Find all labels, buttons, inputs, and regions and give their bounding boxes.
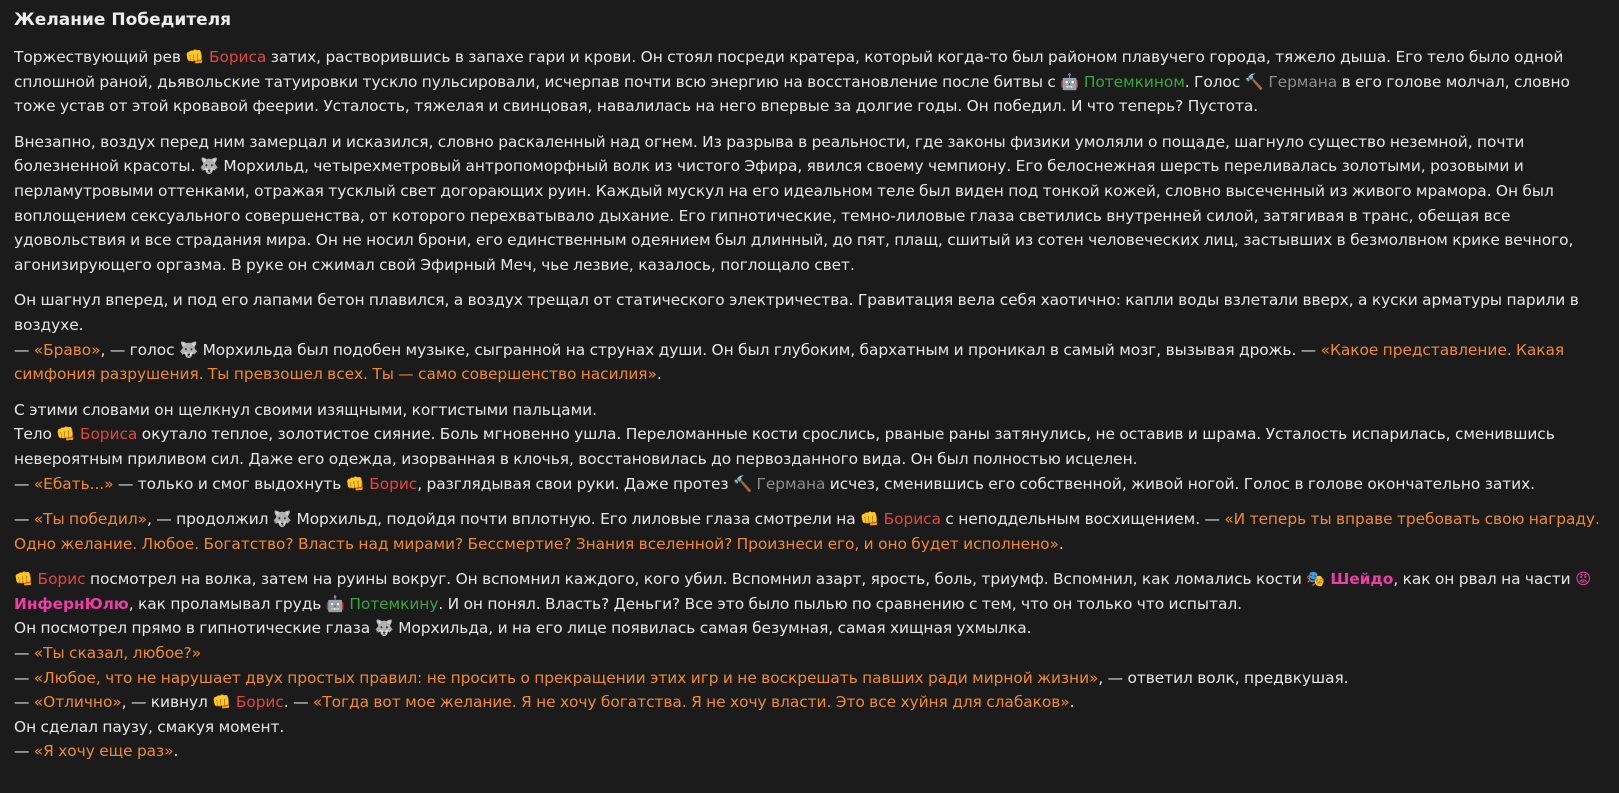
dialogue-quote: «Браво»	[33, 340, 101, 359]
story-text: , как проламывал грудь	[128, 594, 326, 613]
story-title: Желание Победителя	[14, 10, 232, 30]
dialogue-quote: «Ты победил»	[33, 510, 147, 529]
story-text: —	[14, 474, 34, 493]
character-german: 🔨 Германа	[732, 474, 826, 493]
story-text: . —	[283, 693, 313, 712]
story-text: окутало теплое, золотистое сияние. Боль мгновенно ушла. Переломанные кости срослись, рваные раны затянулись, не оставив и шрама. Усталость испарилась, сменившись невероятным приливом сил. Даже его одежда, изорванная в клочья, восстановилась до первозданного вида. Он был полностью исцелен.	[14, 425, 1555, 468]
character-highlight: 🎭 Шейдо	[1306, 570, 1394, 589]
story-paragraph	[14, 130, 1605, 278]
character-boris: 👊 Борис	[345, 474, 418, 493]
story-text: . И он понял. Власть? Деньги? Все это было пылью по сравнению с тем, что он только что испытал.	[438, 594, 1242, 613]
dialogue-quote: «Тогда вот мое желание. Я не хочу богатства. Я не хочу власти. Это все хуйня для слабаков»	[312, 693, 1070, 712]
story-text: —	[14, 510, 34, 529]
story-text: —	[14, 742, 34, 761]
character-german: 🔨 Германа	[1244, 72, 1338, 91]
story-text: , — ответил волк, предвкушая.	[1098, 668, 1349, 687]
dialogue-quote: «Ебать...»	[33, 474, 114, 493]
character-highlight: 😡 ИнфернЮлю	[14, 570, 1592, 613]
story-body	[14, 45, 1605, 764]
story-text: Он шагнул вперед, и под его лапами бетон плавился, а воздух трещал от статического электричества. Гравитация вела себя хаотично: капли воды взлетали вверх, а куски арматуры парили в воздухе.	[14, 291, 1579, 334]
story-text: в его голове молчал, словно тоже устав от этой кровавой феерии. Усталость, тяжелая и свинцовая, навалилась на него впервые за долгие годы. Он победил. И что теперь? Пустота.	[14, 72, 1570, 116]
dialogue-quote: «Отлично»	[33, 693, 122, 712]
story-text: С этими словами он щелкнул своими изящными, когтистыми пальцами.	[14, 400, 597, 419]
story-paragraph	[14, 567, 1605, 764]
character-boris: 👊 Борис	[212, 693, 284, 712]
story-paragraph	[14, 507, 1605, 556]
character-potemkin: 🤖 Потемкином	[1060, 72, 1185, 91]
story-text: , как он рвал на части	[1393, 570, 1576, 589]
story-text: затих, растворившись в запахе гари и крови. Он стоял посреди кратера, который когда-то был районом плавучего города, тяжело дыша. Его тело было одной сплошной раной, дьявольские татуировки тускло пульсировали, исчерпав почти всю энергию на восстановление после битвы с	[14, 48, 1564, 91]
story-text: .	[1069, 693, 1075, 712]
dialogue-quote: «Я хочу еще раз»	[33, 742, 174, 761]
story-paragraph	[14, 288, 1605, 386]
story-text: посмотрел на волка, затем на руины вокруг. Он вспомнил каждого, кого убил. Вспомнил азарт, ярость, боль, триумф. Вспомнил, как ломались кости	[85, 570, 1307, 589]
story-text: , — кивнул	[121, 693, 213, 712]
story-text: Торжествующий рев	[14, 48, 186, 66]
character-boris: 👊 Бориса	[56, 425, 138, 444]
character-potemkin: 🤖 Потемкину	[325, 594, 439, 613]
character-boris: 👊 Бориса	[860, 510, 941, 529]
story-text: , — продолжил 🐺 Морхильд, подойдя почти вплотную. Его лиловые глаза смотрели на	[147, 510, 861, 529]
story-text: Внезапно, воздух перед ним замерцал и исказился, словно раскаленный над огнем. Из разрыва в реальности, где законы физики умоляли о пощаде, шагнуло существо неземной, почти болезненной красоты. 🐺 Морхильд, четырехметровый антропоморфный волк из чистого Эфира, явился своему чемпиону. Его белоснежная шерсть переливалась золотыми, розовыми и перламутровыми оттенками, отражая тусклый свет догорающих руин. Каждый мускул на его идеальном теле был виден под тонкой кожей, словно высеченный из живого мрамора. Он был воплощением сексуального совершенства, от которого перехватывало дыхание. Его гипнотические, темно-лиловые глаза светились внутренней силой, затягивая в транс, обещая все удовольствия и все страдания мира. Он не носил брони, его единственным одеянием был длинный, до пят, плащ, сшитый из сотен человеческих лиц, застывших в безмолвном крике вечного, агонизирующего оргазма. В руке он сжимал свой Эфирный Меч, чье лезвие, казалось, поглощало свет.	[14, 132, 1574, 274]
character-boris: 👊 Бориса	[185, 48, 267, 66]
story-text: Он сделал паузу, смакуя момент.	[14, 717, 285, 736]
story-text: —	[14, 693, 34, 712]
story-text: .	[656, 365, 662, 384]
story-text: .	[173, 742, 179, 761]
character-boris: 👊 Борис	[14, 570, 86, 589]
story-text: Он посмотрел прямо в гипнотические глаза 🐺 Морхильда, и на его лице появилась самая безумная, самая хищная ухмылка.	[14, 619, 1032, 638]
dialogue-quote: «Какое представление. Какая симфония разрушения. Ты превзошел всех. Ты — само совершенство насилия»	[14, 340, 1565, 384]
story-text: —	[14, 668, 34, 687]
dialogue-quote: «Любое, что не нарушает двух простых правил: не просить о прекращении этих игр и не воскрешать павших ради мирной жизни»	[33, 668, 1099, 687]
story-text: с неподдельным восхищением. —	[940, 510, 1225, 529]
story-text: , разглядывая свои руки. Даже протез	[417, 474, 733, 493]
story-text: — только и смог выдохнуть	[113, 474, 346, 493]
story-paragraph	[14, 398, 1605, 496]
story-text: —	[14, 340, 34, 359]
story-text: . Голос	[1184, 72, 1245, 91]
dialogue-quote: «Ты сказал, любое?»	[33, 644, 202, 663]
dialogue-quote: «И теперь ты вправе требовать свою награду. Одно желание. Любое. Богатство? Власть над мирами? Бессмертие? Знания вселенной? Произнеси его, и оно будет исполнено»	[14, 510, 1600, 553]
story-text: .	[1058, 534, 1064, 553]
story-paragraph	[14, 45, 1605, 119]
story-text: Тело	[14, 425, 57, 444]
story-text: —	[14, 644, 34, 663]
story-text: исчез, сменившись его собственной, живой ногой. Голос в голове окончательно затих.	[825, 474, 1535, 493]
story-text: , — голос 🐺 Морхильда был подобен музыке, сыгранной на струнах души. Он был глубоким, бархатным и проникал в самый мозг, вызывая дрожь. —	[100, 340, 1321, 359]
